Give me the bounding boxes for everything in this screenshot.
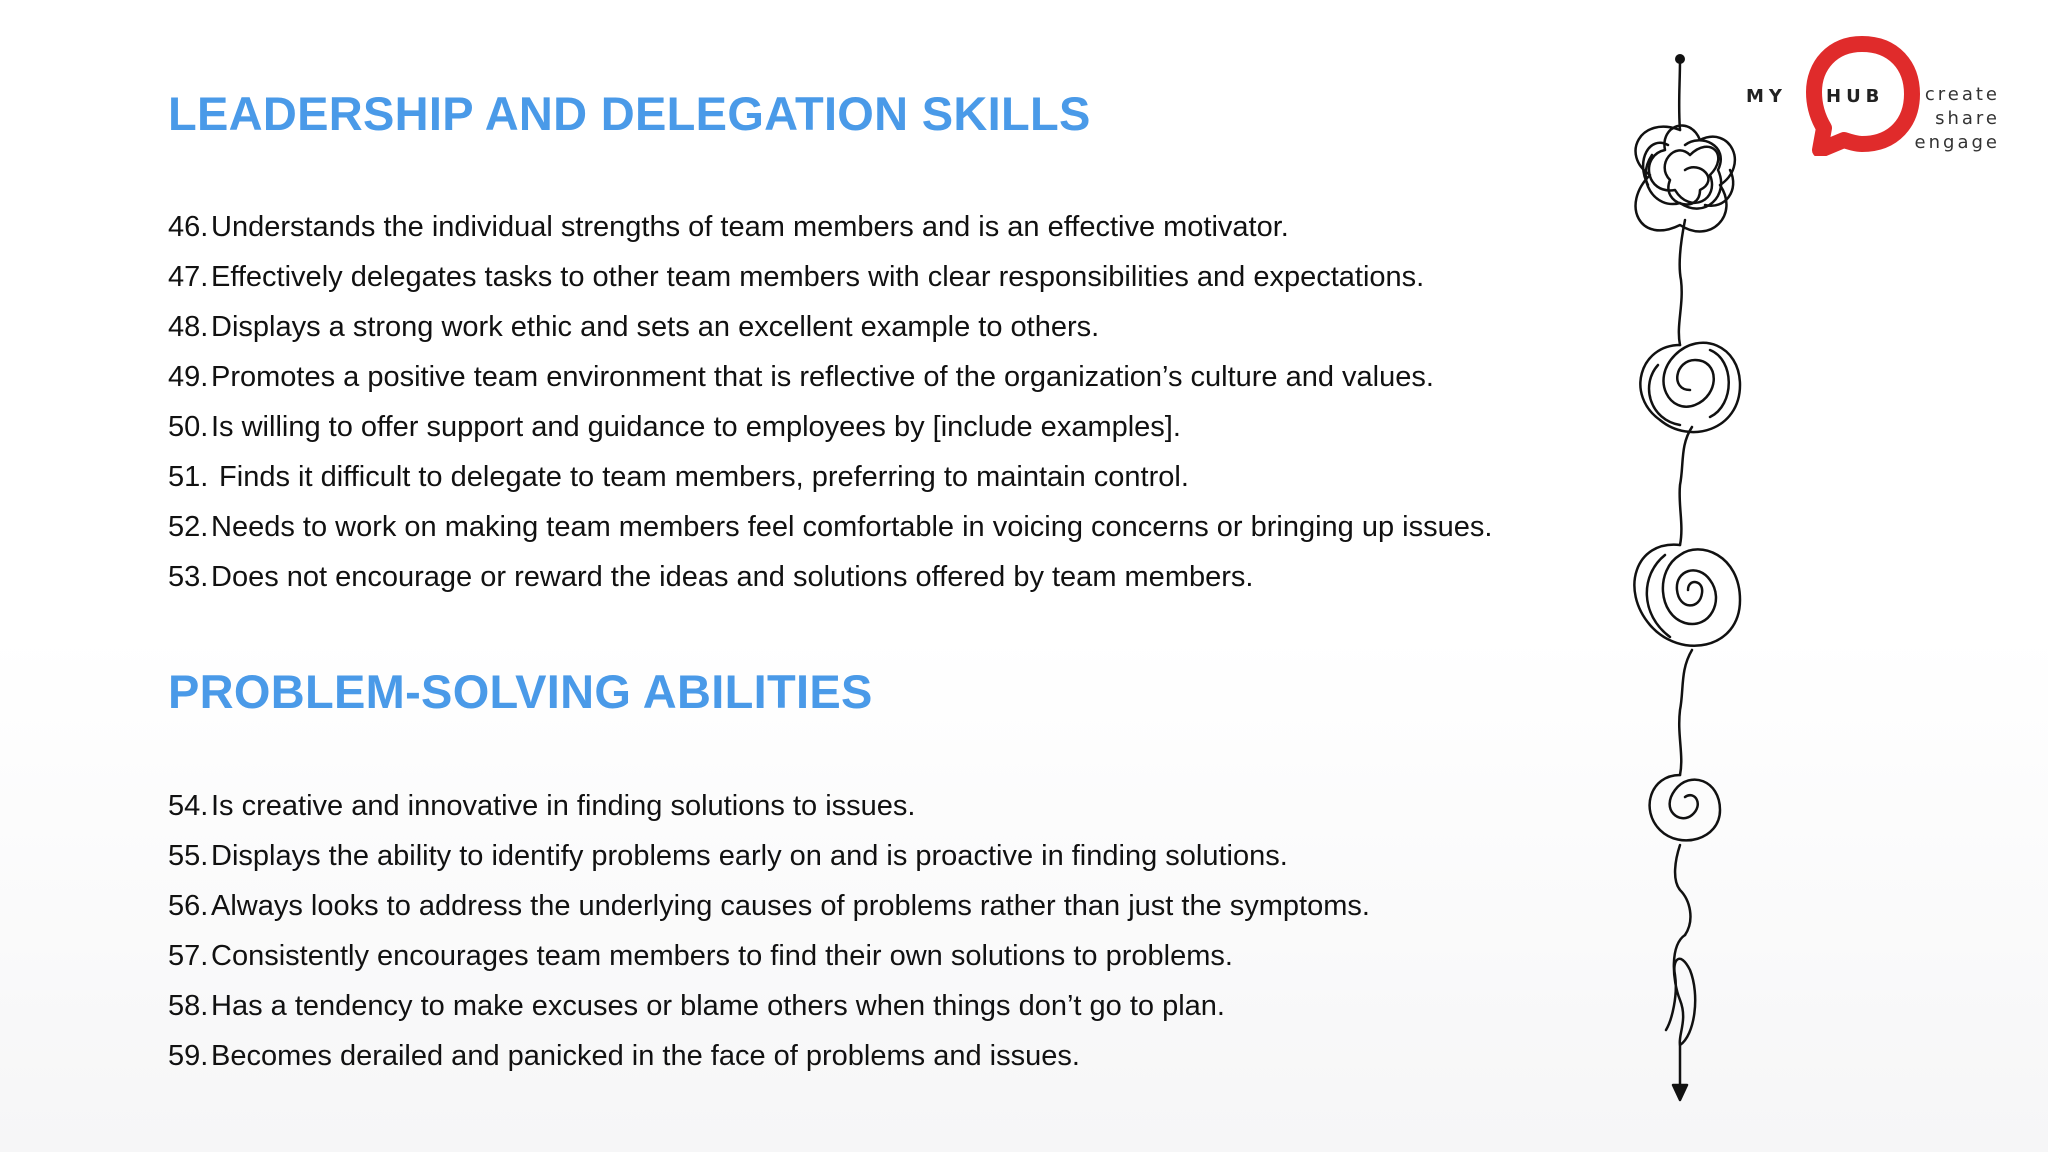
logo-tagline-share: share [1935, 108, 2000, 129]
item-number: 50. [168, 411, 209, 443]
item-number: 55. [168, 840, 209, 872]
list-item [168, 983, 1370, 1033]
item-text: Always looks to address the underlying causes of problems rather than just the symptoms. [211, 890, 1370, 922]
logo-my-text: MY [1746, 86, 1787, 107]
item-text: Is creative and innovative in finding solutions to issues. [211, 790, 916, 822]
list-item [168, 833, 1370, 883]
item-text: Finds it difficult to delegate to team members, preferring to maintain control. [211, 461, 1189, 493]
list-item [168, 354, 1492, 404]
logo-tagline-engage: engage [1914, 132, 2000, 153]
list-item [168, 883, 1370, 933]
item-number: 53. [168, 561, 209, 593]
item-text: Effectively delegates tasks to other team members with clear responsibilities and expectations. [211, 261, 1425, 293]
list-item [168, 304, 1492, 354]
item-text: Consistently encourages team members to find their own solutions to problems. [211, 940, 1233, 972]
list-item [168, 404, 1492, 454]
item-text: Has a tendency to make excuses or blame others when things don’t go to plan. [211, 990, 1225, 1022]
section-heading-problem-solving: PROBLEM-SOLVING ABILITIES [168, 665, 873, 718]
item-text: Is willing to offer support and guidance to employees by [include examples]. [211, 411, 1181, 443]
item-number: 52. [168, 511, 209, 543]
list-item [168, 1033, 1370, 1083]
item-text: Becomes derailed and panicked in the face of problems and issues. [211, 1040, 1080, 1072]
item-text: Promotes a positive team environment that is reflective of the organization’s culture and values. [211, 361, 1434, 393]
item-number: 57. [168, 940, 209, 972]
leadership-list [168, 204, 1492, 604]
list-item [168, 454, 1492, 504]
section-heading-leadership: LEADERSHIP AND DELEGATION SKILLS [168, 87, 1091, 140]
list-item [168, 933, 1370, 983]
item-number: 46. [168, 211, 209, 243]
item-number: 48. [168, 311, 209, 343]
item-number: 59. [168, 1040, 209, 1072]
arrow-down-icon [1673, 1085, 1687, 1100]
tangled-line-scribble-icon [1580, 45, 1780, 1115]
myhub-logo [1740, 36, 2000, 156]
item-text: Needs to work on making team members feel comfortable in voicing concerns or bringing up issues. [211, 511, 1493, 543]
item-text: Displays the ability to identify problems early on and is proactive in finding solutions. [211, 840, 1288, 872]
item-text: Displays a strong work ethic and sets an excellent example to others. [211, 311, 1100, 343]
item-number: 58. [168, 990, 209, 1022]
item-text: Understands the individual strengths of team members and is an effective motivator. [211, 211, 1289, 243]
item-number: 49. [168, 361, 209, 393]
item-number: 47. [168, 261, 209, 293]
list-item [168, 254, 1492, 304]
item-number: 56. [168, 890, 209, 922]
item-text: Does not encourage or reward the ideas and solutions offered by team members. [211, 561, 1254, 593]
logo-hub-text: HUB [1826, 86, 1885, 107]
logo-tagline-create: create [1924, 84, 2000, 105]
list-item [168, 204, 1492, 254]
problem-solving-list [168, 783, 1370, 1083]
list-item [168, 554, 1492, 604]
item-number: 51. [168, 461, 209, 493]
item-number: 54. [168, 790, 209, 822]
list-item [168, 783, 1370, 833]
list-item [168, 504, 1492, 554]
